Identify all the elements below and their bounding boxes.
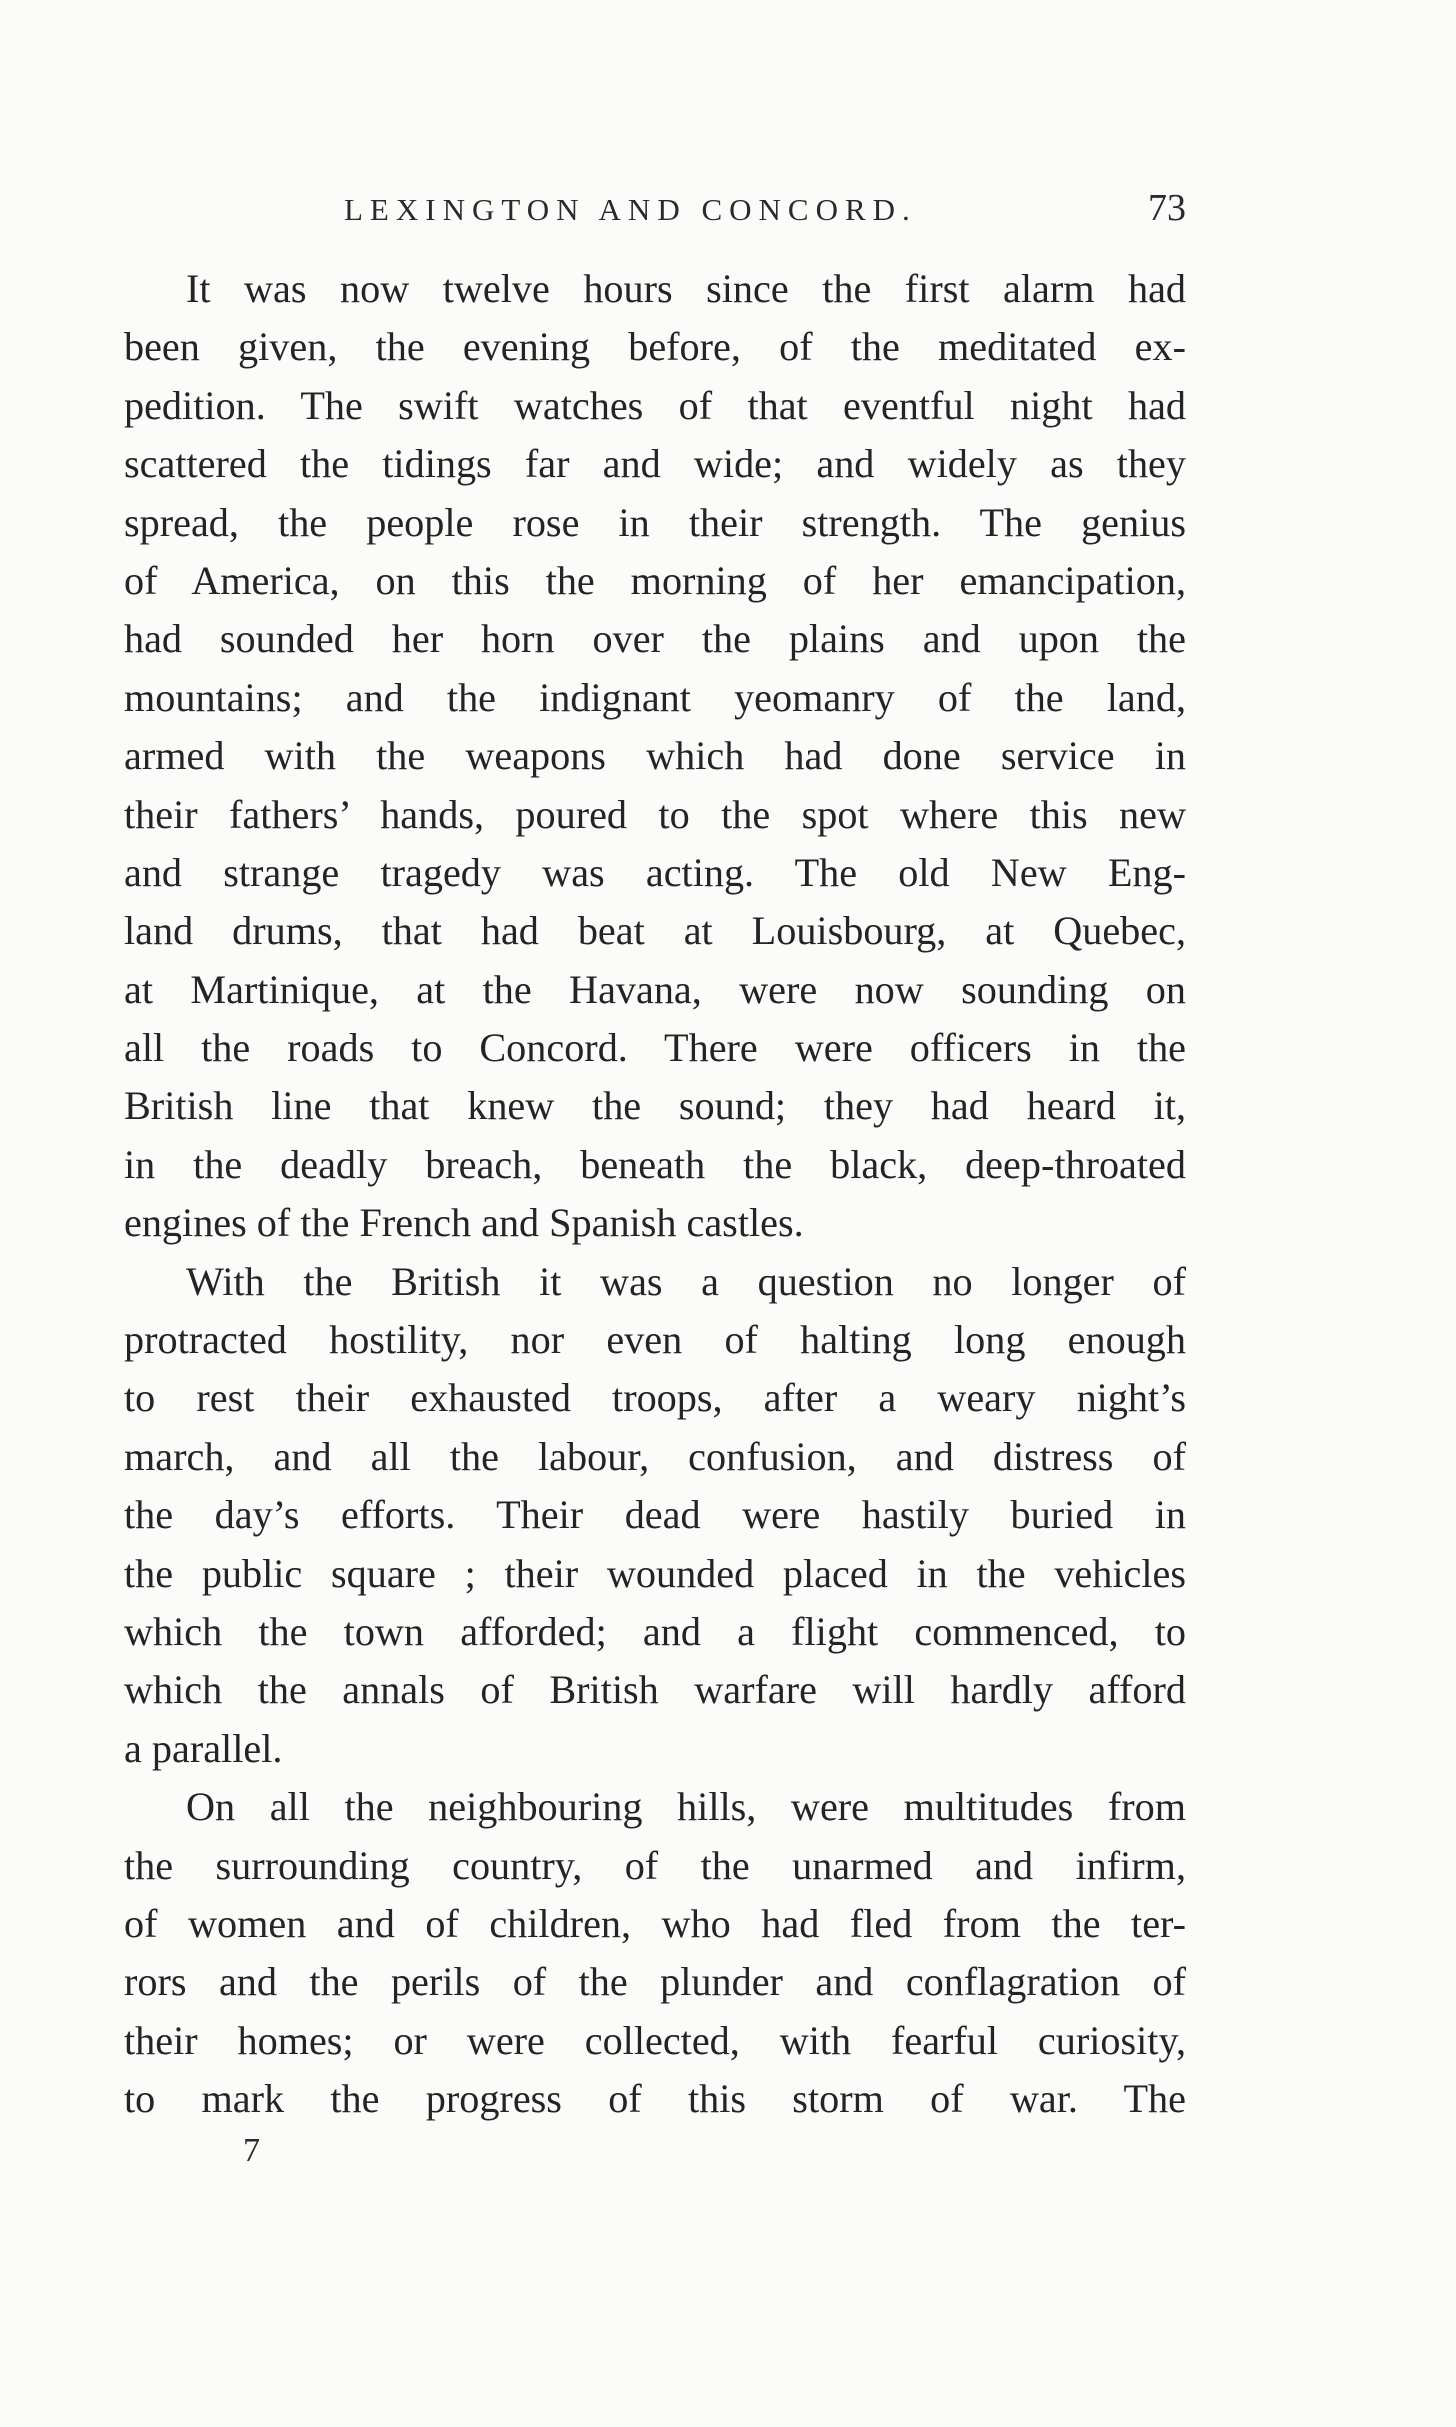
running-title: LEXINGTON AND CONCORD. bbox=[344, 192, 917, 227]
text-line: a parallel. bbox=[124, 1725, 283, 1771]
text-line: spread, the people rose in their strength. The genius bbox=[124, 499, 1186, 545]
text-line: mountains; and the indignant yeomanry of the land, bbox=[124, 674, 1186, 720]
text-line: armed with the weapons which had done service in bbox=[124, 733, 1186, 779]
text-line: at Martinique, at the Havana, were now sounding on bbox=[124, 966, 1186, 1012]
text-line: the public square ; their wounded placed in the vehicles bbox=[124, 1550, 1186, 1596]
text-line: of women and of children, who had fled from the ter- bbox=[124, 1900, 1186, 1946]
text-line: protracted hostility, nor even of halting long enough bbox=[124, 1317, 1186, 1363]
text-line: the day’s efforts. Their dead were hastily buried in bbox=[124, 1492, 1186, 1538]
text-line: British line that knew the sound; they had heard it, bbox=[124, 1083, 1186, 1129]
text-line: to rest their exhausted troops, after a weary night’s bbox=[124, 1375, 1186, 1421]
text-line: been given, the evening before, of the meditated ex- bbox=[124, 324, 1186, 370]
text-line: which the town afforded; and a flight commenced, to bbox=[124, 1608, 1186, 1654]
text-line: land drums, that had beat at Louisbourg, at Quebec, bbox=[124, 908, 1186, 954]
text-line: and strange tragedy was acting. The old New Eng- bbox=[124, 849, 1186, 895]
text-line: On all the neighbouring hills, were multitudes from bbox=[186, 1784, 1186, 1830]
text-line: It was now twelve hours since the first alarm had bbox=[186, 266, 1186, 311]
text-line: march, and all the labour, confusion, and distress of bbox=[124, 1433, 1186, 1479]
text-line: scattered the tidings far and wide; and widely as they bbox=[124, 441, 1186, 487]
text-line: engines of the French and Spanish castles. bbox=[124, 1200, 804, 1246]
text-line: their fathers’ hands, poured to the spot where this new bbox=[124, 791, 1186, 837]
text-line: of America, on this the morning of her emancipation, bbox=[124, 557, 1186, 603]
page-number: 73 bbox=[1148, 187, 1186, 229]
text-line: had sounded her horn over the plains and upon the bbox=[124, 616, 1186, 662]
text-line: rors and the perils of the plunder and conflagration of bbox=[124, 1959, 1186, 2005]
text-line: all the roads to Concord. There were officers in the bbox=[124, 1025, 1186, 1071]
running-head bbox=[124, 186, 1186, 246]
text-line: to mark the progress of this storm of war. The bbox=[124, 2076, 1186, 2122]
text-line: which the annals of British warfare will hardly afford bbox=[124, 1667, 1186, 1713]
text-line: the surrounding country, of the unarmed and infirm, bbox=[124, 1842, 1186, 1888]
text-line: their homes; or were collected, with fearful curiosity, bbox=[124, 2017, 1186, 2063]
text-line: in the deadly breach, beneath the black, deep-throated bbox=[124, 1141, 1186, 1187]
text-line: With the British it was a question no longer of bbox=[186, 1258, 1186, 1304]
signature-mark: 7 bbox=[243, 2132, 260, 2169]
text-line: pedition. The swift watches of that eventful night had bbox=[124, 382, 1186, 428]
body-text bbox=[124, 260, 1186, 2129]
